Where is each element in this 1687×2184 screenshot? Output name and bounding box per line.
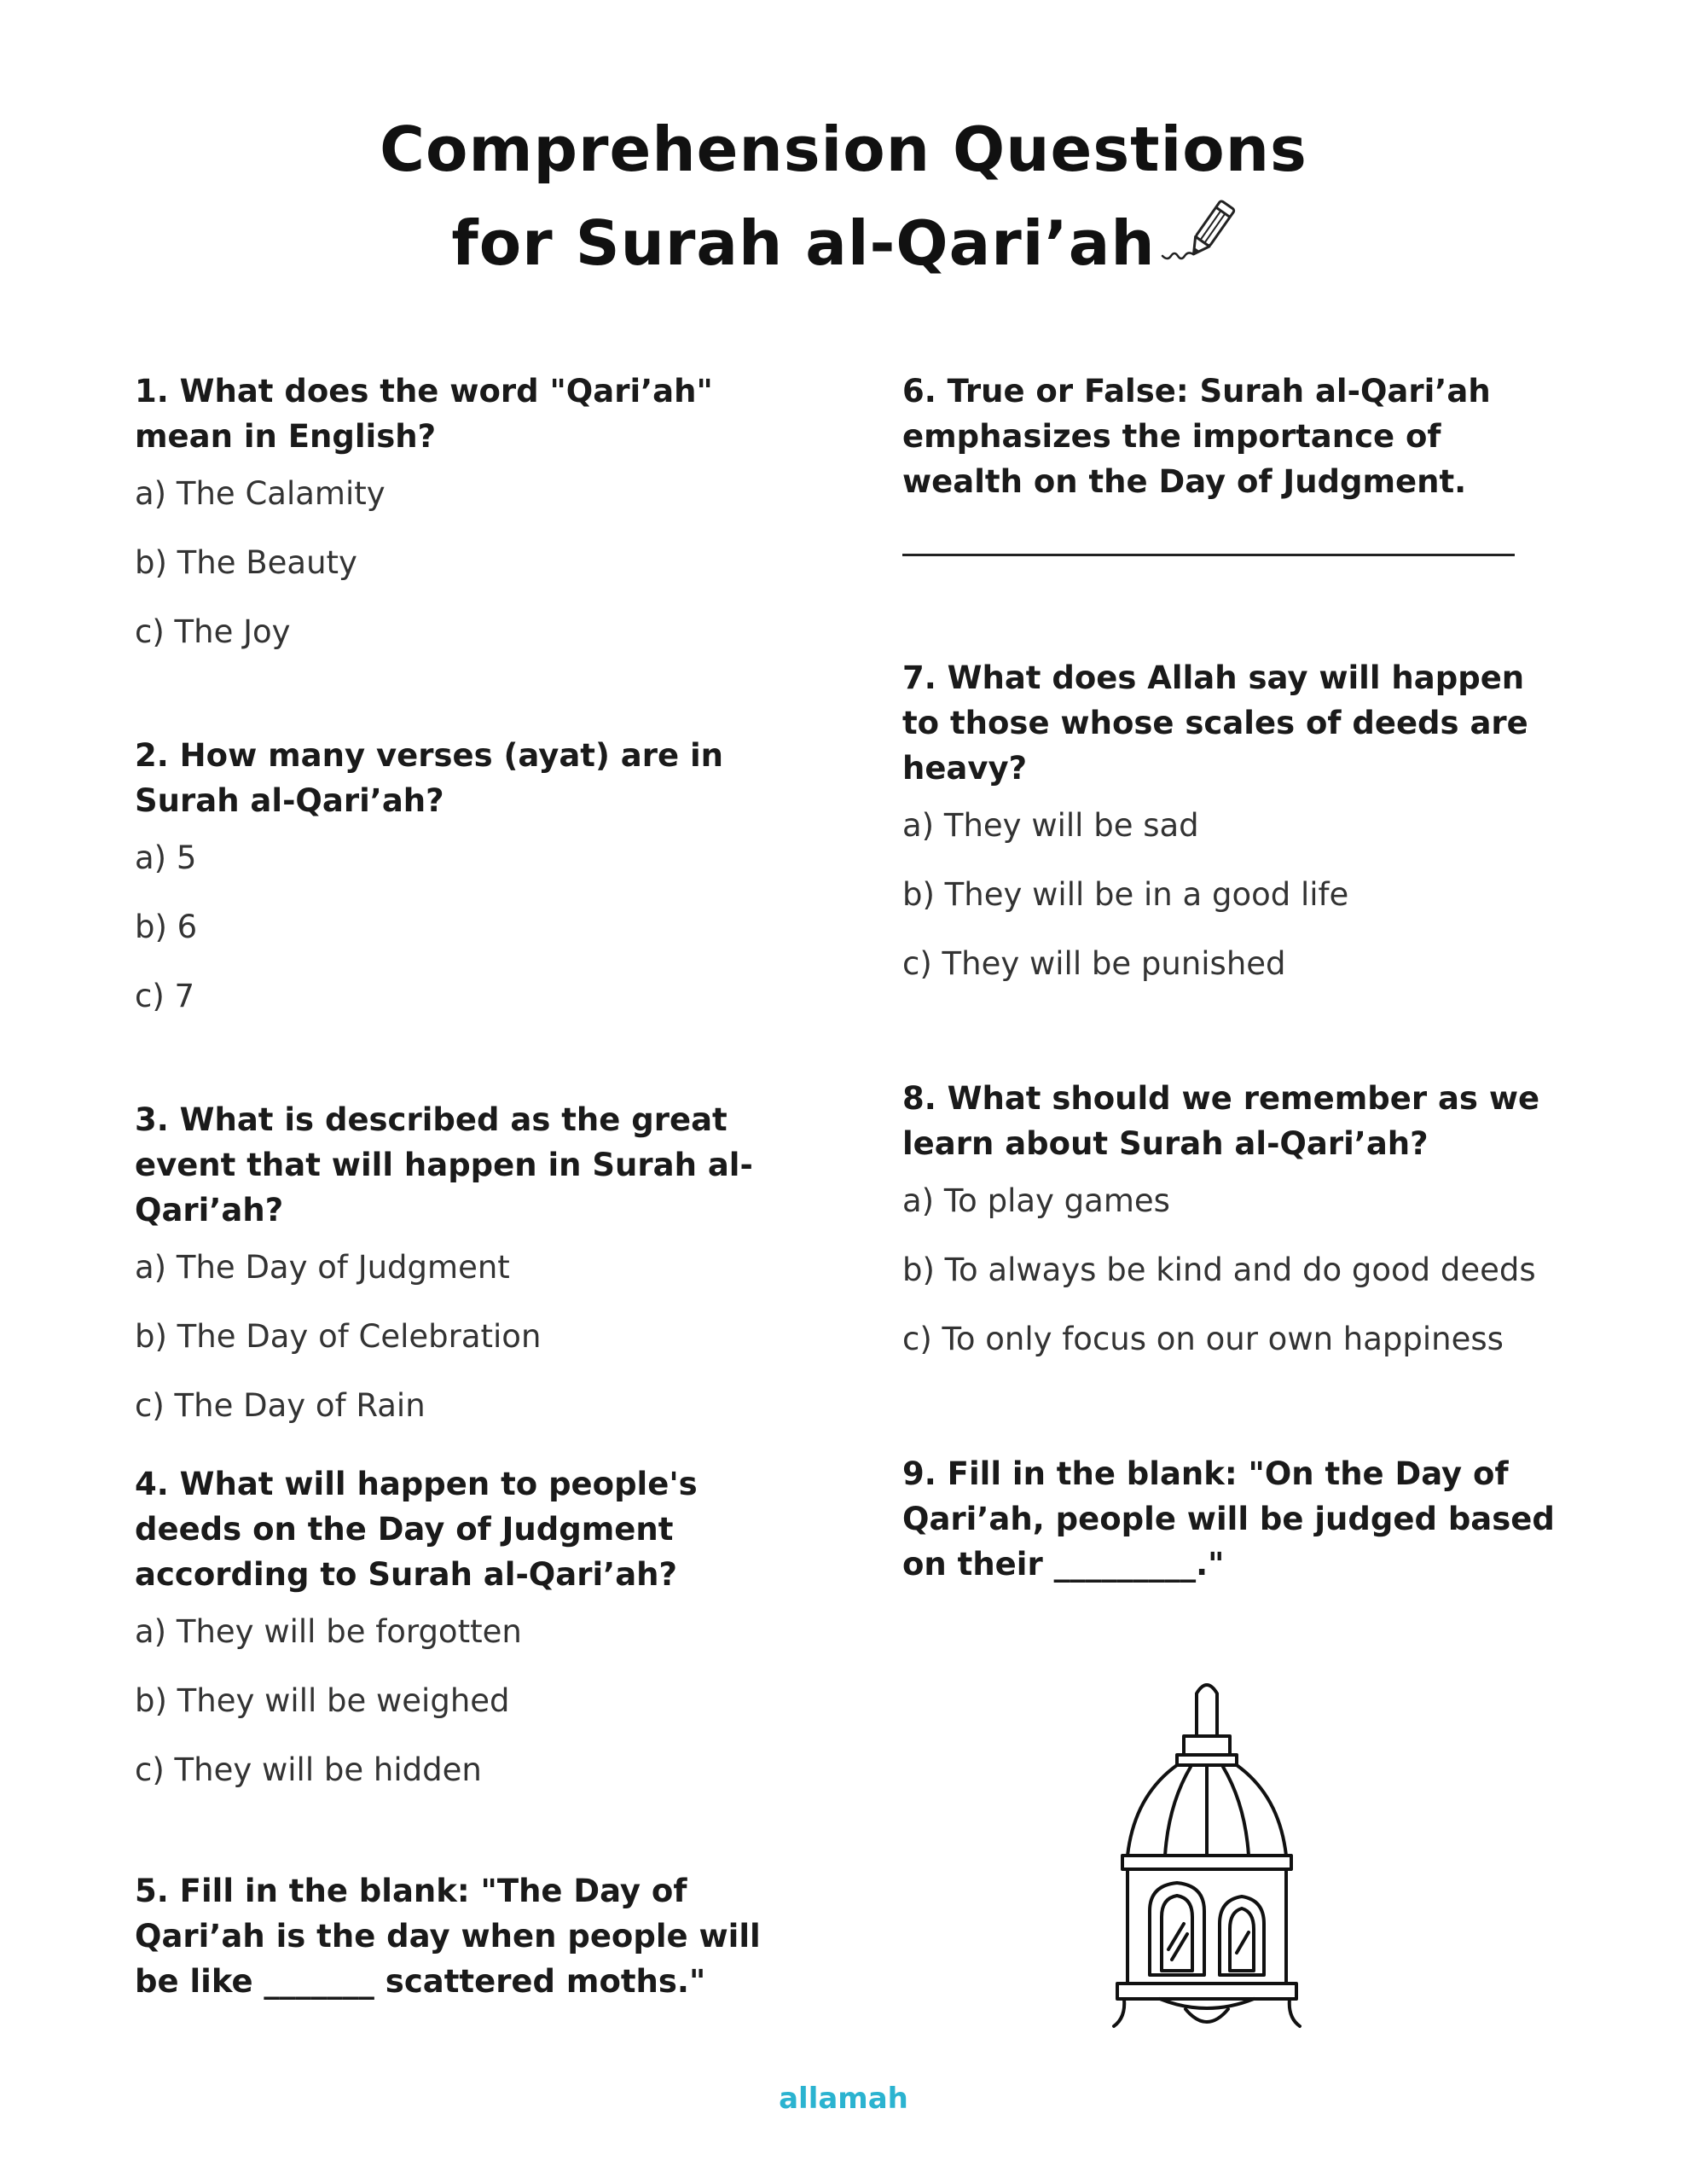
option-c: c) 7 bbox=[135, 978, 195, 1014]
question-7 bbox=[902, 655, 1559, 986]
title-line-2 bbox=[0, 196, 1687, 299]
question-text: 4. What will happen to people's deeds on the Day of Judgment according to Surah al-Qari’ah? bbox=[135, 1466, 698, 1593]
option-b: b) The Beauty bbox=[135, 544, 357, 581]
pencil-icon bbox=[1159, 196, 1236, 299]
option-a: a) To play games bbox=[902, 1182, 1170, 1219]
option-a: a) 5 bbox=[135, 839, 197, 876]
question-text: 6. True or False: Surah al-Qari’ah emphasizes the importance of wealth on the Day of Judgment. bbox=[902, 373, 1491, 500]
question-text: 1. What does the word "Qari’ah" mean in English? bbox=[135, 373, 713, 455]
page-title bbox=[0, 102, 1687, 299]
option-b: b) To always be kind and do good deeds bbox=[902, 1252, 1536, 1288]
lantern-icon bbox=[1109, 1676, 1305, 2039]
option-b: b) The Day of Celebration bbox=[135, 1318, 542, 1355]
question-1 bbox=[135, 369, 809, 654]
question-text: 2. How many verses (ayat) are in Surah al-Qari’ah? bbox=[135, 737, 723, 819]
option-b: b) 6 bbox=[135, 909, 198, 945]
question-text: 9. Fill in the blank: "On the Day of Qari’ah, people will be judged based on their _________." bbox=[902, 1455, 1555, 1583]
option-c: c) To only focus on our own happiness bbox=[902, 1321, 1504, 1357]
question-4 bbox=[135, 1461, 809, 1792]
question-text: 7. What does Allah say will happen to those whose scales of deeds are heavy? bbox=[902, 659, 1528, 787]
question-text: 5. Fill in the blank: "The Day of Qari’ah is the day when people will be like _______ scattered moths." bbox=[135, 1873, 761, 2000]
option-c: c) The Joy bbox=[135, 613, 291, 650]
question-2 bbox=[135, 733, 809, 1019]
option-a: a) They will be sad bbox=[902, 807, 1199, 844]
option-a: a) The Day of Judgment bbox=[135, 1249, 510, 1286]
answer-line[interactable] bbox=[902, 554, 1515, 556]
question-5 bbox=[135, 1868, 809, 2004]
option-c: c) They will be hidden bbox=[135, 1751, 482, 1788]
question-text: 8. What should we remember as we learn about Surah al-Qari’ah? bbox=[902, 1080, 1540, 1162]
option-b: b) They will be in a good life bbox=[902, 876, 1349, 913]
title-line-2-text: for Surah al-Qari’ah bbox=[451, 207, 1156, 279]
question-8 bbox=[902, 1076, 1559, 1362]
question-9 bbox=[902, 1451, 1559, 1587]
option-a: a) The Calamity bbox=[135, 475, 386, 512]
question-6 bbox=[902, 369, 1559, 556]
option-b: b) They will be weighed bbox=[135, 1682, 510, 1719]
option-c: c) The Day of Rain bbox=[135, 1387, 426, 1424]
brand-logo: allamah bbox=[779, 2082, 908, 2116]
question-3 bbox=[135, 1097, 809, 1428]
title-line-1: Comprehension Questions bbox=[380, 113, 1307, 185]
question-text: 3. What is described as the great event that will happen in Surah al-Qari’ah? bbox=[135, 1101, 753, 1228]
option-a: a) They will be forgotten bbox=[135, 1613, 522, 1650]
option-c: c) They will be punished bbox=[902, 945, 1286, 982]
